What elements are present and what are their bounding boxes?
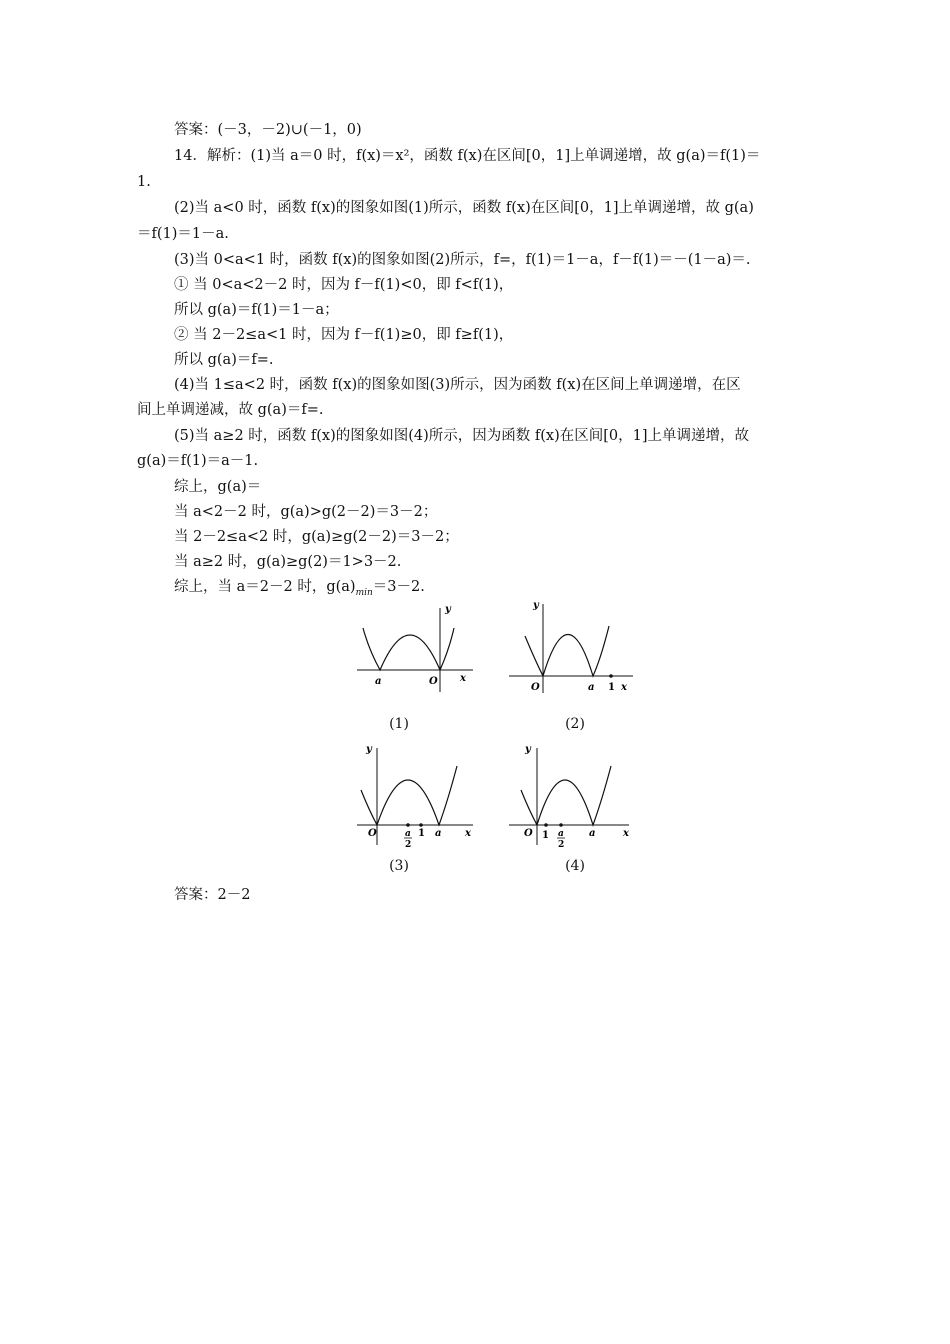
half-num: a	[558, 829, 564, 839]
origin-label: O	[368, 828, 377, 839]
case3-sub1: ① 当 0<a<2－2 时，因为 f－f(1)<0，即 f<f(1)，	[174, 277, 514, 293]
one-label: 1	[542, 830, 549, 841]
figure-2	[505, 598, 640, 698]
q14-intro-cont: 1.	[137, 174, 151, 190]
curve	[521, 766, 611, 825]
point-one	[544, 823, 548, 827]
origin-label: O	[531, 682, 540, 693]
one-label: 1	[418, 828, 425, 839]
origin-label: O	[429, 676, 438, 687]
point-one	[419, 823, 423, 827]
a-label: a	[588, 682, 595, 693]
summary-case3: 当 a≥2 时，g(a)≥g(2)＝1>3－2.	[174, 554, 402, 570]
x-label: x	[460, 673, 466, 684]
origin-label: O	[524, 828, 533, 839]
caption-4: (4)	[565, 858, 585, 874]
caption-3: (3)	[389, 858, 409, 874]
case2-line2: ＝f(1)＝1－a.	[137, 226, 229, 242]
point-half-a	[559, 823, 563, 827]
case5-line1: (5)当 a≥2 时，函数 f(x)的图象如图(4)所示，因为函数 f(x)在区间[0，1]上单调递增，故	[174, 428, 750, 444]
x-label: x	[623, 828, 629, 839]
a-label: a	[375, 676, 382, 687]
q14-intro: 14．解析：(1)当 a＝0 时，f(x)＝x²，函数 f(x)在区间[0，1]上单调递增，故 g(a)＝f(1)＝	[174, 148, 761, 164]
y-label: y	[533, 600, 539, 611]
caption-1: (1)	[389, 716, 409, 732]
case3-sub1-result: 所以 g(a)＝f(1)＝1－a；	[174, 302, 339, 318]
case3-sub2-result: 所以 g(a)＝f=.	[174, 352, 274, 368]
previous-answer: 答案：(－3，－2)∪(－1，0)	[174, 122, 362, 138]
point-one	[609, 674, 613, 678]
point-half-a	[406, 823, 410, 827]
case3-line1: (3)当 0<a<1 时，函数 f(x)的图象如图(2)所示，f=，f(1)＝1－a，f－f(1)＝－(1－a)＝.	[174, 252, 751, 268]
half-num: a	[405, 829, 411, 839]
half-den: 2	[558, 840, 565, 850]
x-label: x	[621, 682, 627, 693]
final-answer: 答案：2－2	[174, 887, 251, 903]
y-label: y	[525, 744, 531, 755]
summary-case1: 当 a<2－2 时，g(a)>g(2－2)＝3－2；	[174, 504, 438, 520]
curve	[361, 766, 457, 825]
half-den: 2	[405, 840, 412, 850]
y-label: y	[366, 744, 372, 755]
one-label: 1	[608, 682, 615, 693]
summary-g: 综上，g(a)＝	[174, 479, 262, 495]
curve	[525, 626, 609, 676]
x-label: x	[465, 828, 471, 839]
a-label: a	[589, 828, 596, 839]
figure-1	[355, 600, 480, 695]
case4-line1: (4)当 1≤a<2 时，函数 f(x)的图象如图(3)所示，因为函数 f(x)在区间上单调递增，在区	[174, 377, 741, 393]
case2-line1: (2)当 a<0 时，函数 f(x)的图象如图(1)所示，函数 f(x)在区间[0，1]上单调递增，故 g(a)	[174, 200, 754, 216]
a-label: a	[435, 828, 442, 839]
figure-4	[505, 740, 635, 850]
case3-sub2: ② 当 2－2≤a<1 时，因为 f－f(1)≥0，即 f≥f(1)，	[174, 327, 514, 343]
caption-2: (2)	[565, 716, 585, 732]
y-label: y	[445, 604, 451, 615]
case4-line2: 间上单调递减，故 g(a)＝f=.	[137, 402, 324, 418]
case5-line2: g(a)＝f(1)＝a－1.	[137, 453, 259, 469]
summary-case2: 当 2－2≤a<2 时，g(a)≥g(2－2)＝3－2；	[174, 529, 459, 545]
figure-3	[355, 740, 480, 850]
summary-min: 综上，当 a＝2－2 时，$g(a)_{min}=3-2$.	[174, 579, 425, 598]
